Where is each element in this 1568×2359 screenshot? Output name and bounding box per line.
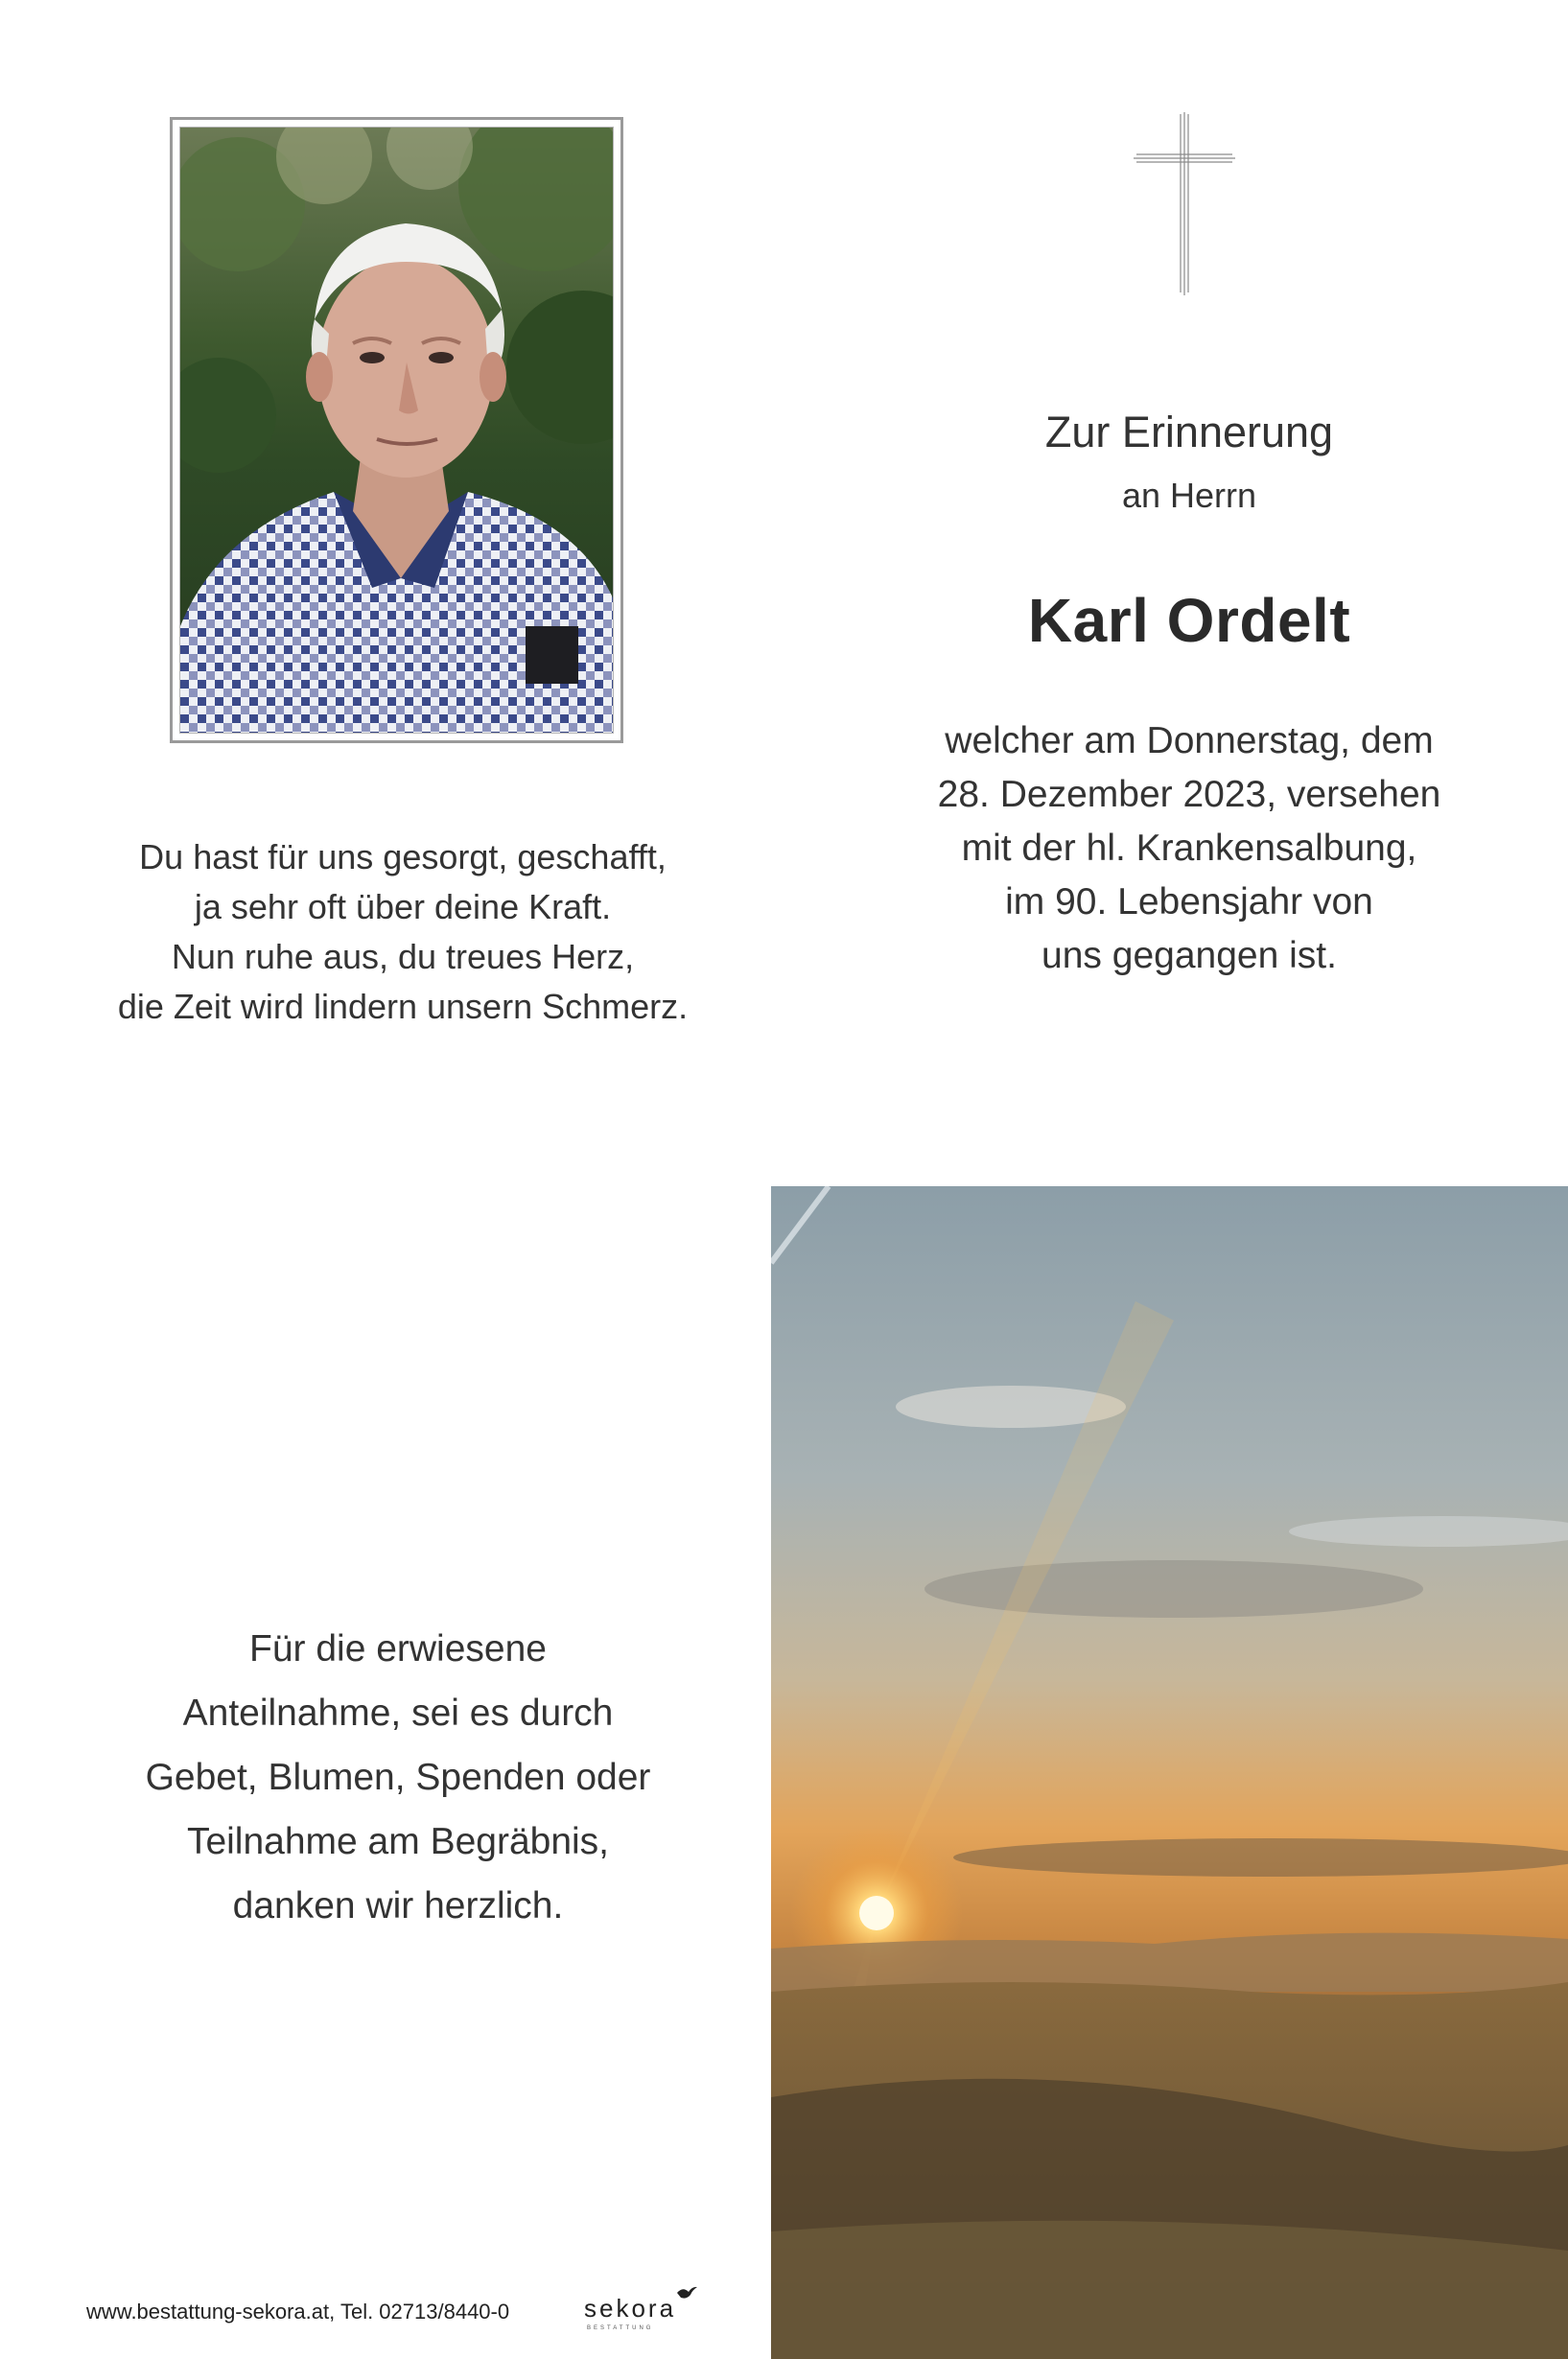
portrait-photo	[179, 127, 614, 734]
portrait-illustration	[180, 128, 614, 734]
death-line: 28. Dezember 2023, versehen	[937, 774, 1441, 815]
death-line: welcher am Donnerstag, dem	[945, 720, 1434, 761]
brand-logo-text: sekora	[584, 2294, 677, 2323]
poem-line: ja sehr oft über deine Kraft.	[194, 887, 612, 926]
thanks-line: Gebet, Blumen, Spenden oder	[145, 1757, 651, 1798]
thanks-text	[86, 1617, 710, 1938]
bird-logo-icon	[675, 2284, 698, 2301]
poem-line: Nun ruhe aus, du treues Herz,	[171, 937, 635, 976]
deceased-name: Karl Ordelt	[1027, 586, 1351, 655]
death-line: mit der hl. Krankensalbung,	[961, 828, 1417, 869]
death-line: im 90. Lebensjahr von	[1005, 881, 1373, 923]
death-notice	[887, 714, 1491, 983]
landscape-illustration	[771, 1186, 1568, 2359]
poem-line: die Zeit wird lindern unsern Schmerz.	[117, 987, 689, 1026]
sunset-landscape-photo	[771, 1186, 1568, 2359]
thanks-line: Anteilnahme, sei es durch	[182, 1693, 614, 1734]
death-line: uns gegangen ist.	[1041, 935, 1337, 976]
poem-line: Du hast für uns gesorgt, geschafft,	[139, 837, 667, 876]
poem	[58, 832, 748, 1032]
memory-title: Zur Erinnerung	[1044, 408, 1334, 456]
thanks-line: Teilnahme am Begräbnis,	[186, 1821, 610, 1862]
portrait-frame	[170, 117, 623, 743]
cross-icon	[1132, 110, 1237, 297]
brand-logo-subtitle: BESTATTUNG	[587, 2325, 654, 2331]
footer-contact: www.bestattung-sekora.at, Tel. 02713/8440-0	[86, 2300, 510, 2324]
thanks-line: Für die erwiesene	[249, 1628, 547, 1670]
thanks-line: danken wir herzlich.	[232, 1885, 564, 1927]
memory-subtitle: an Herrn	[1121, 476, 1257, 515]
